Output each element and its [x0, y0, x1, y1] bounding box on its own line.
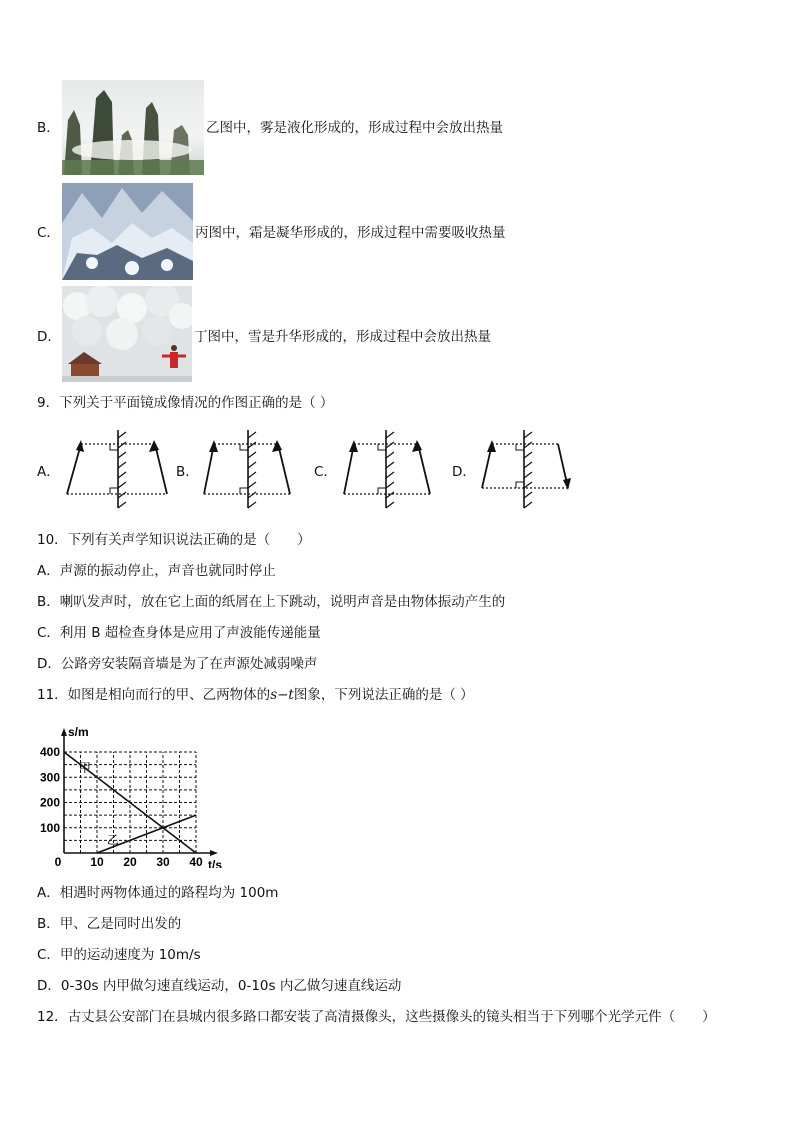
- y-tick-label: 400: [39, 745, 60, 759]
- frost-mountain-photo: [62, 183, 193, 280]
- x-axis-label: t/s: [208, 858, 223, 868]
- option-b-text: 乙图中，雾是液化形成的，形成过程中会放出热量: [206, 120, 503, 136]
- y-tick-label: 300: [39, 770, 60, 785]
- q11-stem: [37, 686, 474, 704]
- q10-option-d: D．公路旁安装隔音墙是为了在声源处减弱噪声: [37, 656, 318, 672]
- option-letter-b: B．: [37, 120, 60, 136]
- y-tick-label: 100: [39, 820, 60, 835]
- y-tick-label: 200: [39, 795, 60, 810]
- y-axis-label: s/m: [68, 725, 89, 739]
- q9-figure-d: [478, 428, 574, 514]
- q11-option-c: C．甲的运动速度为 10m/s: [37, 947, 201, 963]
- q9-option-c-letter: C．: [314, 464, 337, 480]
- option-letter-d: D．: [37, 329, 61, 345]
- q10-option-b: B．喇叭发声时，放在它上面的纸屑在上下跳动，说明声音是由物体振动产生的: [37, 594, 506, 610]
- q9-option-a-letter: A．: [37, 464, 60, 480]
- x-tick-label: 40: [189, 855, 203, 868]
- x-axis-arrow: [210, 850, 218, 856]
- q9-stem: 9．下列关于平面镜成像情况的作图正确的是（ ）: [37, 395, 334, 411]
- q9-option-d-letter: D．: [452, 464, 476, 480]
- q11-stem-before: 11．如图是相向而行的甲、乙两物体的: [37, 687, 271, 703]
- q9-figure-b: [200, 428, 296, 514]
- q10-option-a: A．声源的振动停止，声音也就同时停止: [37, 563, 276, 579]
- option-c-text: 丙图中，霜是凝华形成的，形成过程中需要吸收热量: [195, 225, 506, 241]
- q11-stem-math: s−t: [270, 687, 294, 703]
- x-tick-label: 0: [54, 855, 62, 868]
- q10-stem: 10．下列有关声学知识说法正确的是（ ）: [37, 532, 311, 548]
- q11-option-d: D．0-30s 内甲做匀速直线运动，0-10s 内乙做匀速直线运动: [37, 978, 402, 994]
- fog-mountain-photo: [62, 80, 204, 175]
- x-tick-label: 20: [123, 855, 137, 868]
- st-chart-svg: [36, 722, 236, 868]
- q9-option-b-letter: B．: [176, 464, 199, 480]
- y-axis-arrow: [61, 728, 67, 736]
- snow-scene-photo: [62, 286, 192, 382]
- q9-figure-a: [63, 428, 173, 514]
- option-d-text: 丁图中，雪是升华形成的，形成过程中会放出热量: [194, 329, 491, 345]
- q9-figure-c: [340, 428, 436, 514]
- series-label-yi: 乙: [106, 833, 119, 848]
- st-chart: [36, 722, 236, 872]
- q11-option-a: A．相遇时两物体通过的路程均为 100m: [37, 885, 279, 901]
- series-label-jia: 甲: [78, 761, 91, 776]
- x-tick-label: 10: [90, 855, 104, 868]
- q10-option-c: C．利用 B 超检查身体是应用了声波能传递能量: [37, 625, 321, 641]
- q11-stem-after: 图象，下列说法正确的是（ ）: [293, 687, 474, 703]
- option-letter-c: C．: [37, 225, 60, 241]
- x-tick-label: 30: [156, 855, 170, 868]
- q11-option-b: B．甲、乙是同时出发的: [37, 916, 182, 932]
- chart-labels: [40, 725, 222, 868]
- q12-stem: 12．古丈县公安部门在县城内很多路口都安装了高清摄像头，这些摄像头的镜头相当于下列哪个光学元件（ ）: [37, 1009, 716, 1025]
